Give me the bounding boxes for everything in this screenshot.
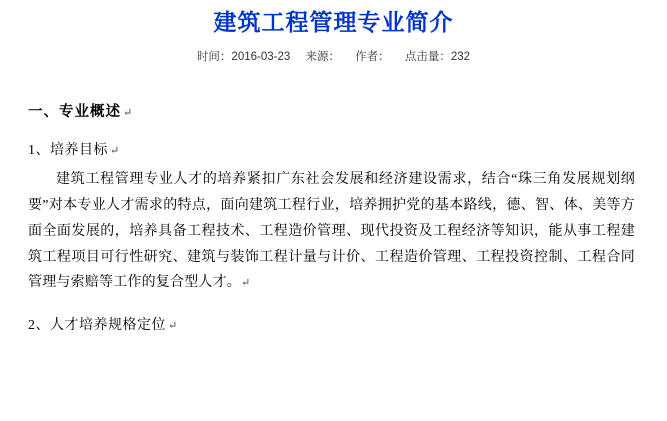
list-item-label: 1、培养目标 (28, 142, 108, 158)
section-heading (28, 94, 645, 121)
paragraph-text: 建筑工程管理专业人才的培养紧扣广东社会发展和经济建设需求，结合“珠三角发展规划纲要”对本专业人才需求的特点，面向建筑工程行业，培养拥护党的基本路线，德、智、体、美等方面全面发展的，培养具备工程技术、工程造价管理、现代投资及工程经济等知识，能从事工程建筑工程项目可行性研究、建筑与装饰工程计量与计价、工程造价管理、工程投资控制、工程合同管理与索赔等工作的复合型人才。 (28, 171, 635, 291)
document-body (0, 94, 667, 334)
section-heading-text: 一、专业概述 (28, 103, 121, 120)
paragraph-mark-icon: ↵ (110, 144, 120, 157)
paragraph-mark-icon: ↵ (123, 106, 134, 119)
meta-author: 作者： (355, 50, 390, 63)
paragraph-mark-icon: ↵ (241, 277, 251, 290)
list-item (28, 139, 645, 159)
meta-time: 时间：2016-03-23 (196, 50, 291, 63)
meta-views: 点击量：232 (404, 50, 471, 63)
page-title: 建筑工程管理专业简介 (213, 9, 454, 35)
meta-source: 来源： (305, 50, 340, 63)
document-meta (0, 48, 667, 64)
paragraph (28, 167, 635, 296)
list-item-label: 2、人才培养规格定位 (28, 318, 166, 334)
paragraph-mark-icon: ↵ (168, 320, 178, 333)
list-item (28, 314, 645, 334)
